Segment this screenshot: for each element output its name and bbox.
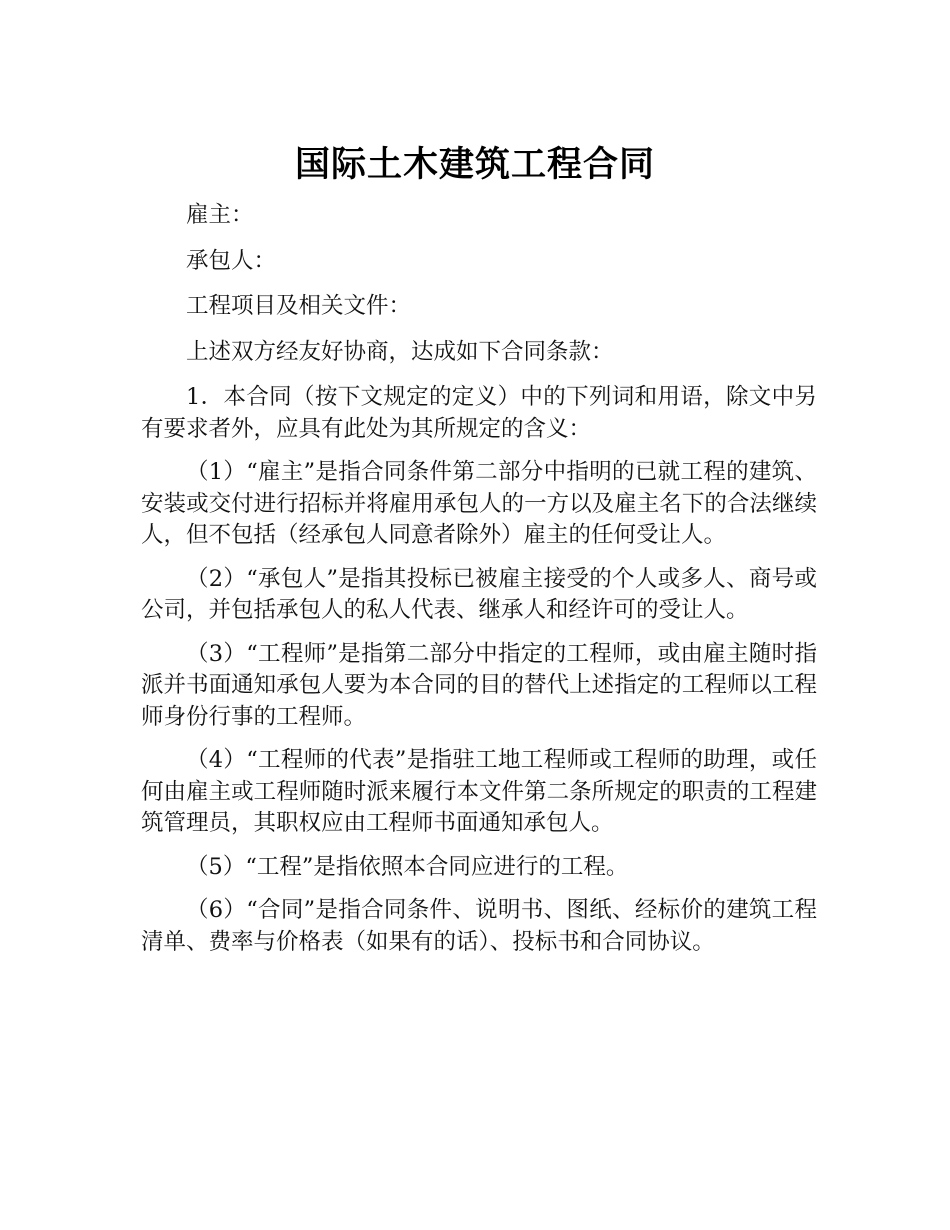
paragraph-definition-engineer: （3）“工程师”是指第二部分中指定的工程师，或由雇主随时指派并书面通知承包人要为本合同的目的替代上述指定的工程师以工程师身份行事的工程师。 [141, 640, 817, 730]
document-title: 国际土木建筑工程合同 [294, 145, 655, 186]
paragraph-definition-contract: （6）“合同”是指合同条件、说明书、图纸、经标价的建筑工程清单、费率与价格表（如果有的话）、投标书和合同协议。 [141, 897, 817, 955]
document-body [141, 200, 817, 970]
paragraph-definition-works: （5）“工程”是指依照本合同应进行的工程。 [186, 853, 629, 880]
paragraph-employer: 雇主： [186, 202, 254, 228]
paragraph-definition-contractor: （2）“承包人”是指其投标已被雇主接受的个人或多人、商号或公司，并包括承包人的私人代表、继承人和经许可的受让人。 [141, 565, 817, 623]
paragraph-project-documents: 工程项目及相关文件： [186, 293, 412, 319]
paragraph-definitions-intro: 1．本合同（按下文规定的定义）中的下列词和用语，除文中另有要求者外，应具有此处为其所规定的含义： [141, 384, 817, 442]
paragraph-definition-employer: （1）“雇主”是指合同条件第二部分中指明的已就工程的建筑、安装或交付进行招标并将雇用承包人的一方以及雇主名下的合法继续人，但不包括（经承包人同意者除外）雇主的任何受让人。 [141, 459, 817, 548]
paragraph-contractor: 承包人： [186, 247, 277, 274]
paragraph-definition-engineer-representative: （4）“工程师的代表”是指驻工地工程师或工程师的助理，或任何由雇主或工程师随时派来履行本文件第二条所规定的职责的工程建筑管理员，其职权应由工程师书面通知承包人。 [141, 747, 817, 836]
paragraph-agreement-intro: 上述双方经友好协商，达成如下合同条款： [186, 338, 614, 365]
